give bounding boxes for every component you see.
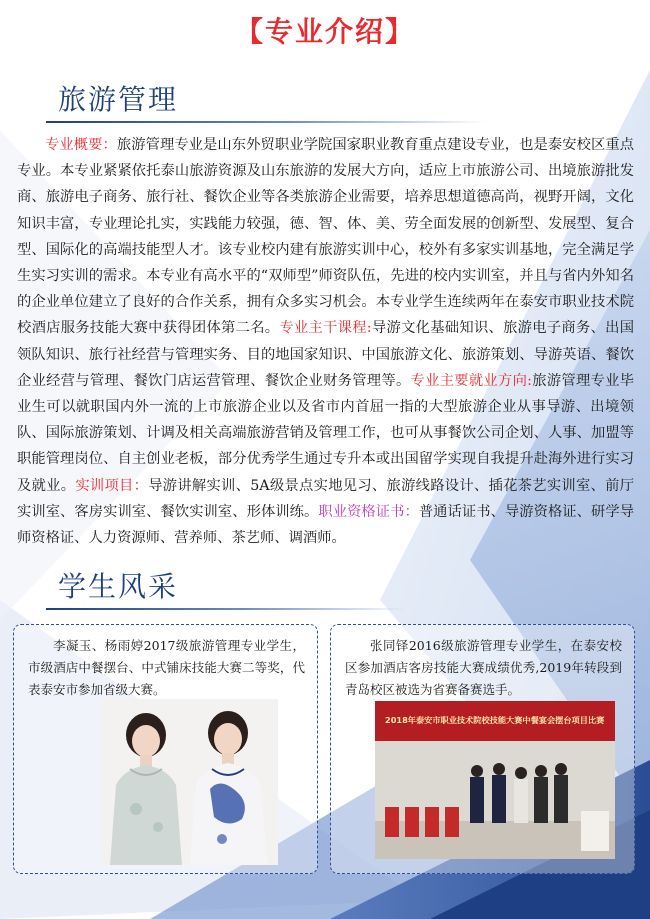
section-heading-major: 旅游管理: [58, 83, 179, 116]
competition-photo: [375, 701, 615, 859]
section-underline: [46, 121, 486, 123]
page-title: 【专业介绍】: [234, 15, 415, 48]
student-photo-pair: [102, 699, 278, 865]
overview-text: 旅游管理专业是山东外贸职业学院国家职业教育重点建设专业，也是泰安校区重点专业。本专业紧紧依托泰山旅游资源及山东旅游的发展大方向，适应上市旅游公司、出境旅游批发商、旅游电子商务、旅行社、餐饮企业等各类旅游企业需要，培养思想道德高尚，视野开阔，文化知识丰富，专业理论扎实，实践能力较强，德、智、体、美、劳全面发展的创新型、发展型、复合型、国际化的高端技能型人才。该专业校内建有旅游实训中心，校外有多家实训基地，完全满足学生实习实训的需求。本专业有高水平的“双师型”师资队伍，先进的校内实训室，并且与省内外知名的企业单位建立了良好的合作关系，拥有众多实习机会。本专业学生连续两年在泰安市职业技术院校酒店服务技能大赛中获得团体第二名。: [17, 137, 635, 337]
section-heading-students: 学生风采: [58, 570, 179, 603]
cert-label: 职业资格证书：: [318, 503, 419, 520]
training-text: 导游讲解实训、5A级景点实地见习、旅游线路设计、插花茶艺实训室、前厅实训室、客房实训室、餐饮实训室、形体训练。: [17, 477, 635, 520]
employment-text: 旅游管理专业毕业生可以就职国内外一流的上市旅游企业以及省市内首屈一指的大型旅游企业从事导游、出境领队、国际旅游策划、计调及相关高端旅游营销及管理工作，也可从事餐饮公司企划、人事、加盟等职能管理岗位、自主创业老板，部分优秀学生通过专升本或出国留学实现自我提升赴海外进行实习及就业。: [17, 372, 634, 494]
training-label: 实训项目：: [75, 477, 149, 494]
cert-text: 普通话证书、导游资格证、研学导师资格证、人力资源师、营养师、茶艺师、调酒师。: [17, 503, 635, 547]
section-underline: [46, 608, 406, 610]
employment-label: 专业主要就业方向:: [410, 372, 532, 389]
courses-label: 专业主干课程:: [279, 320, 372, 337]
major-introduction: [17, 132, 634, 551]
student-card-2-text: 张同铎2016级旅游管理专业学生，在泰安校区参加酒店客房技能大赛成绩优秀,2019年转段到青岛校区被选为省赛备赛选手。: [345, 638, 622, 697]
student-card-1-text: 李凝玉、杨雨婷2017级旅游管理专业学生，市级酒店中餐摆台、中式铺床技能大赛二等奖，代表泰安市参加省级大赛。: [28, 638, 305, 697]
student-card-2: [330, 624, 635, 874]
overview-label: 专业概要：: [45, 137, 117, 153]
competition-banner: 2018年泰安市职业技术院校技能大赛中餐宴会摆台项目比赛: [385, 715, 605, 725]
courses-text: 导游文化基础知识、旅游电子商务、出国领队知识、旅行社经营与管理实务、目的地国家知识、中国旅游文化、旅游策划、导游英语、餐饮企业经营与管理、餐饮门店运营管理、餐饮企业财务管理等。: [17, 320, 634, 389]
student-card-1: [13, 624, 318, 874]
